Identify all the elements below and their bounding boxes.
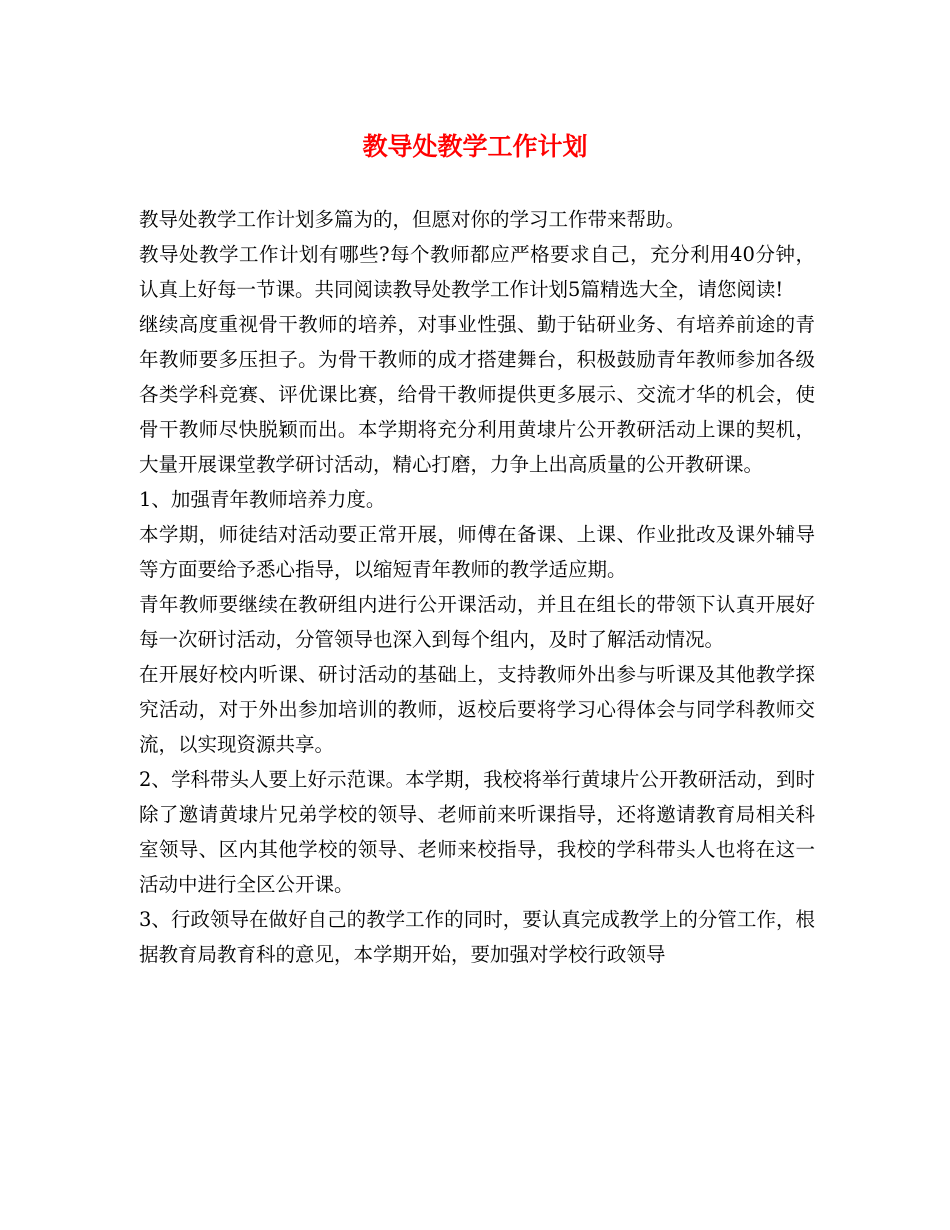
paragraph-heading-1: 1、加强青年教师培养力度。 <box>139 488 386 511</box>
paragraph-summary: 教导处教学工作计划有哪些?每个教师都应严格要求自己，充分利用40分钟，认真上好每一节课。共同阅读教导处教学工作计划5篇精选大全，请您阅读! <box>139 243 815 301</box>
paragraph-intro: 教导处教学工作计划多篇为的，但愿对你的学习工作带来帮助。 <box>139 208 686 231</box>
paragraph-open-class: 青年教师要继续在教研组内进行公开课活动，并且在组长的带领下认真开展好每一次研讨活动，分管领导也深入到每个组内，及时了解活动情况。 <box>139 593 815 651</box>
document-body <box>139 202 815 972</box>
paragraph-heading-2: 2、学科带头人要上好示范课。本学期，我校将举行黄埭片公开教研活动，到时除了邀请黄埭片兄弟学校的领导、老师前来听课指导，还将邀请教育局相关科室领导、区内其他学校的领导、老师来校指导，我校的学科带头人也将在这一活动中进行全区公开课。 <box>139 768 815 896</box>
paragraph-heading-3: 3、行政领导在做好自己的教学工作的同时，要认真完成教学上的分管工作，根据教育局教育科的意见，本学期开始，要加强对学校行政领导 <box>139 908 815 966</box>
paragraph-backbone-teachers: 继续高度重视骨干教师的培养，对事业性强、勤于钻研业务、有培养前途的青年教师要多压担子。为骨干教师的成才搭建舞台，积极鼓励青年教师参加各级各类学科竞赛、评优课比赛，给骨干教师提供更多展示、交流才华的机会，使骨干教师尽快脱颖而出。本学期将充分利用黄埭片公开教研活动上课的契机，大量开展课堂教学研讨活动，精心打磨，力争上出高质量的公开教研课。 <box>139 313 815 476</box>
paragraph-external-learning: 在开展好校内听课、研讨活动的基础上，支持教师外出参与听课及其他教学探究活动，对于外出参加培训的教师，返校后要将学习心得体会与同学科教师交流，以实现资源共享。 <box>139 663 815 756</box>
document-title: 教导处教学工作计划 <box>362 132 588 161</box>
paragraph-mentoring: 本学期，师徒结对活动要正常开展，师傅在备课、上课、作业批改及课外辅导等方面要给予悉心指导，以缩短青年教师的教学适应期。 <box>139 523 815 581</box>
